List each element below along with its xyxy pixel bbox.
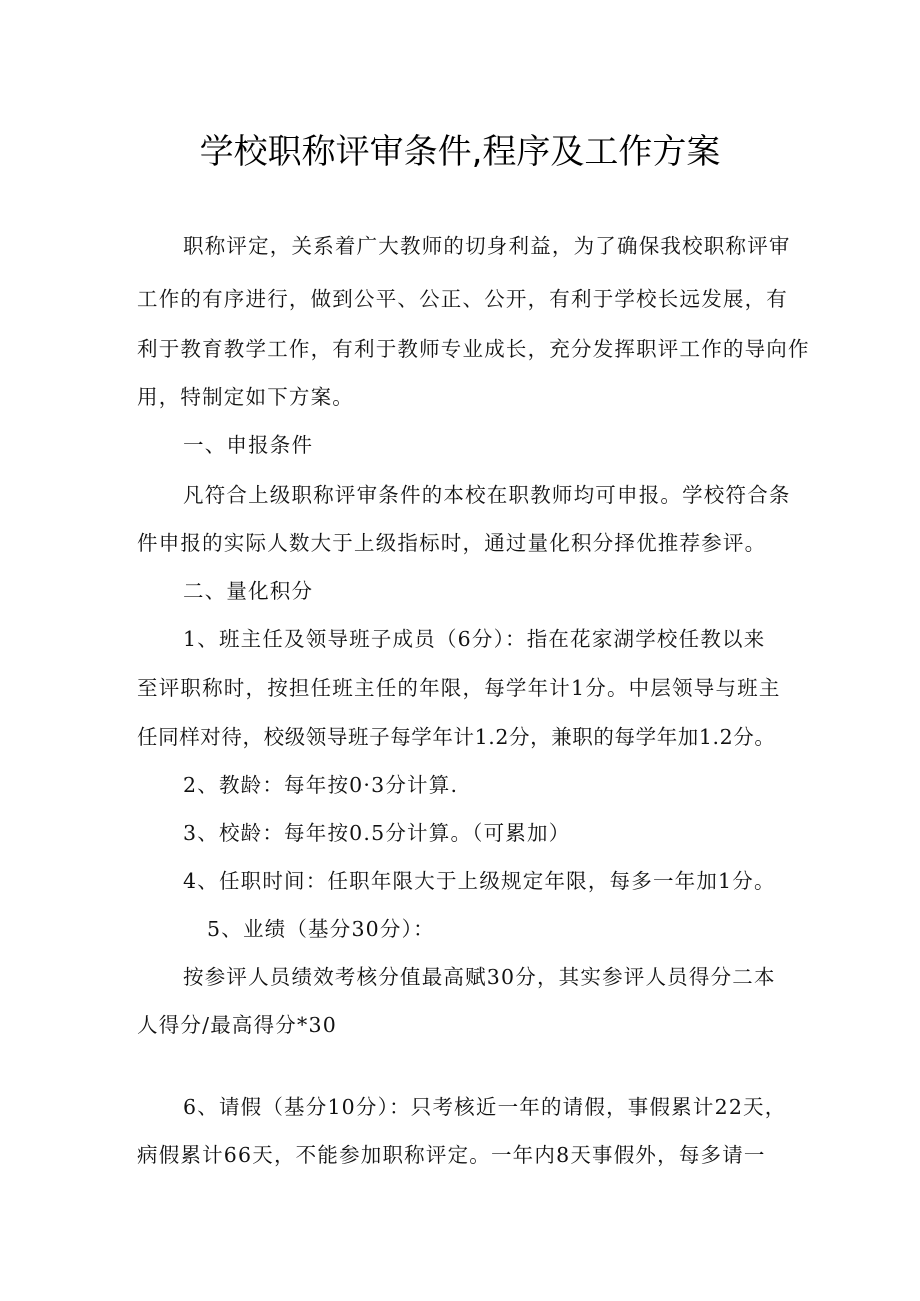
section-heading-2: 二、量化积分 (183, 579, 314, 603)
item1-line-1: 1、班主任及领导班子成员（6分）：指在花家湖学校任教以来 (183, 627, 766, 651)
intro-line-4: 用，特制定如下方案。 (137, 385, 354, 409)
item5-line: 5、业绩（基分30分）： (207, 917, 435, 941)
item4-line: 4、任职时间：任职年限大于上级规定年限，每多一年加1分。 (183, 869, 776, 893)
intro-line-1: 职称评定，关系着广大教师的切身利益，为了确保我校职称评审 (183, 234, 791, 258)
item1-line-2: 至评职称时，按担任班主任的年限，每学年计1分。中层领导与班主 (137, 676, 781, 700)
document-title: 学校职称评审条件,程序及工作方案 (199, 132, 721, 172)
item6-line-2: 病假累计66天，不能参加职称评定。一年内8天事假外，每多请一 (137, 1143, 766, 1167)
item1-line-3: 任同样对待，校级领导班子每学年计1.2分，兼职的每学年加1.2分。 (137, 725, 776, 749)
intro-line-3: 利于教育教学工作，有利于教师专业成长，充分发挥职评工作的导向作 (137, 337, 810, 361)
item2-line: 2、教龄：每年按0·3分计算. (183, 773, 459, 797)
section1-line-1: 凡符合上级职称评审条件的本校在职教师均可申报。学校符合条 (183, 483, 791, 507)
item5-detail-line-2: 人得分/最高得分*30 (137, 1013, 337, 1037)
intro-line-2: 工作的有序进行，做到公平、公正、公开，有利于学校长远发展，有 (137, 287, 788, 311)
item6-line-1: 6、请假（基分10分）：只考核近一年的请假，事假累计22天， (183, 1095, 787, 1119)
item3-line: 3、校龄：每年按0.5分计算。（可累加） (183, 821, 571, 845)
section-heading-1: 一、申报条件 (183, 433, 314, 457)
item5-detail-line-1: 按参评人员绩效考核分值最高赋30分，其实参评人员得分二本 (183, 965, 776, 989)
section1-line-2: 件申报的实际人数大于上级指标时，通过量化积分择优推荐参评。 (137, 531, 767, 555)
